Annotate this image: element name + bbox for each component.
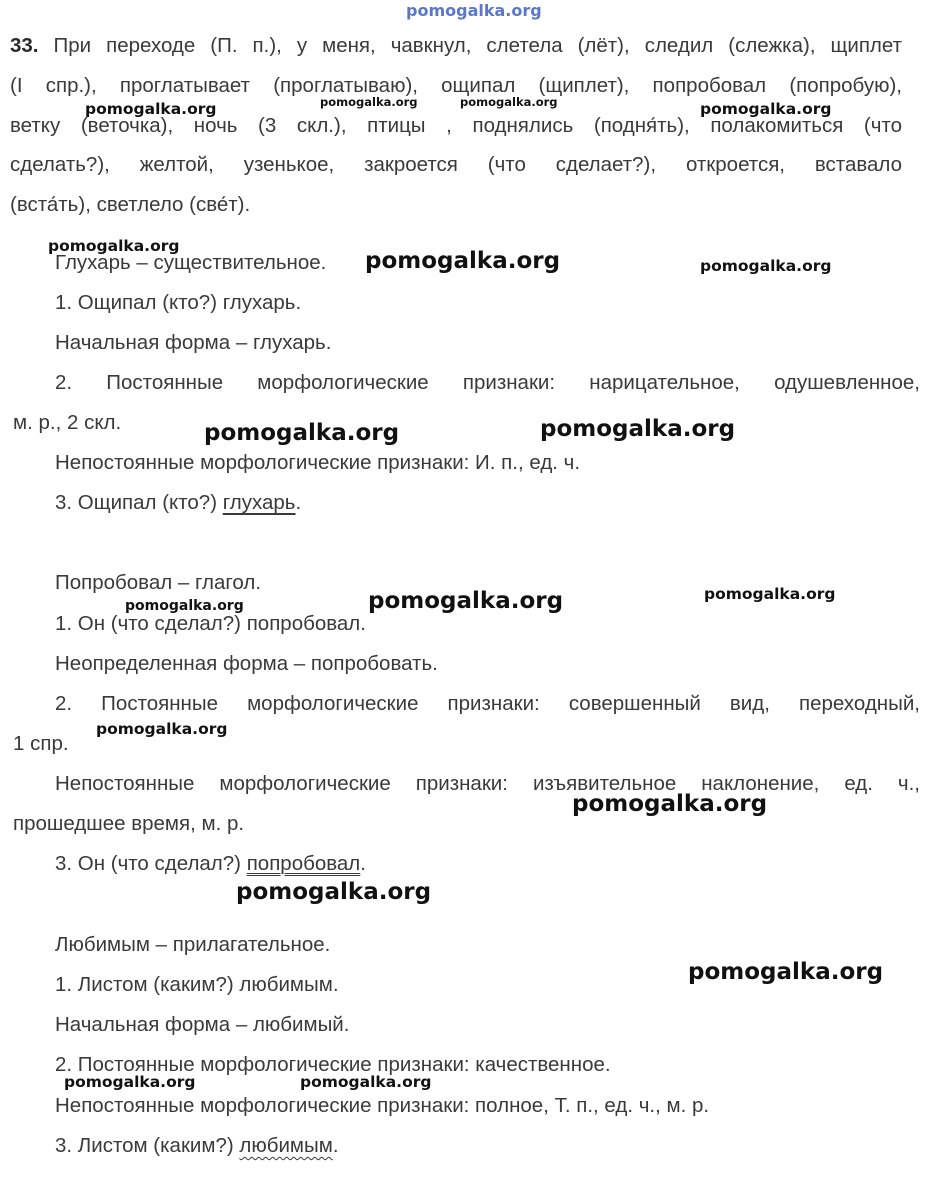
watermark: pomogalka.org <box>96 720 228 738</box>
noun-point-3: 3. Ощипал (кто?) глухарь. <box>55 491 302 514</box>
noun-nonconstant: Непостоянные морфологические признаки: И. п., ед. ч. <box>55 451 581 474</box>
intro-line-2: (I спр.), проглатывает (проглатываю), ощипал (щиплет), попробовал (попробую), <box>10 74 902 97</box>
verb-nonconstant-cont: прошедшее время, м. р. <box>13 812 245 835</box>
verb-initial-form: Неопределенная форма – попробовать. <box>55 652 438 675</box>
intro-line-3: ветку (веточка), ночь (3 скл.), птицы , поднялись (подня́ть), полакомиться (что <box>10 114 902 137</box>
verb-point-2: 2. Постоянные морфологические признаки: совершенный вид, переходный, <box>55 692 920 715</box>
watermark: pomogalka.org <box>368 588 564 614</box>
watermark: pomogalka.org <box>704 585 836 603</box>
adj-nonconstant: Непостоянные морфологические признаки: полное, Т. п., ед. ч., м. р. <box>55 1094 710 1117</box>
watermark-top: pomogalka.org <box>406 1 542 20</box>
watermark: pomogalka.org <box>64 1073 196 1091</box>
noun-point-2: 2. Постоянные морфологические признаки: нарицательное, одушевленное, <box>55 371 920 394</box>
verb-point-2-cont: 1 спр. <box>13 732 69 755</box>
noun-point-2-cont: м. р., 2 скл. <box>13 411 122 434</box>
watermark: pomogalka.org <box>320 95 418 109</box>
watermark: pomogalka.org <box>300 1073 432 1091</box>
verb-predicate-word: попробовал <box>246 852 361 875</box>
watermark: pomogalka.org <box>85 100 217 118</box>
adj-point-2: 2. Постоянные морфологические признаки: качественное. <box>55 1053 611 1076</box>
watermark: pomogalka.org <box>572 791 768 817</box>
exercise-number: 33. <box>10 34 39 57</box>
adj-attribute-word: любимым <box>239 1134 333 1157</box>
intro-line-1: 33. При переходе (П. п.), у меня, чавкнул, слетела (лёт), следил (слежка), щиплет <box>10 34 902 57</box>
adj-initial-form: Начальная форма – любимый. <box>55 1013 350 1036</box>
intro-line-4: сделать?), желтой, узенькое, закроется (что сделает?), откроется, вставало <box>10 153 902 176</box>
watermark: pomogalka.org <box>700 257 832 275</box>
intro-line-5: (вста́ть), светлело (све́т). <box>10 193 251 216</box>
watermark: pomogalka.org <box>688 959 884 985</box>
noun-initial-form: Начальная форма – глухарь. <box>55 331 332 354</box>
adj-point-3: 3. Листом (каким?) любимым. <box>55 1134 339 1157</box>
watermark: pomogalka.org <box>365 248 561 274</box>
verb-nonconstant: Непостоянные морфологические признаки: изъявительное наклонение, ед. ч., <box>55 772 920 795</box>
verb-section-title: Попробовал – глагол. <box>55 571 262 594</box>
watermark: pomogalka.org <box>125 598 244 614</box>
watermark: pomogalka.org <box>48 237 180 255</box>
verb-point-1: 1. Он (что сделал?) попробовал. <box>55 612 366 635</box>
watermark: pomogalka.org <box>204 420 400 446</box>
watermark: pomogalka.org <box>540 416 736 442</box>
noun-point-1: 1. Ощипал (кто?) глухарь. <box>55 291 302 314</box>
adj-point-1: 1. Листом (каким?) любимым. <box>55 973 339 996</box>
watermark: pomogalka.org <box>700 100 832 118</box>
watermark: pomogalka.org <box>460 95 558 109</box>
noun-section-title: Глухарь – существительное. <box>55 251 327 274</box>
adj-section-title: Любимым – прилагательное. <box>55 933 331 956</box>
watermark: pomogalka.org <box>236 879 432 905</box>
verb-point-3: 3. Он (что сделал?) попробовал. <box>55 852 366 875</box>
noun-subject-word: глухарь <box>222 491 296 514</box>
